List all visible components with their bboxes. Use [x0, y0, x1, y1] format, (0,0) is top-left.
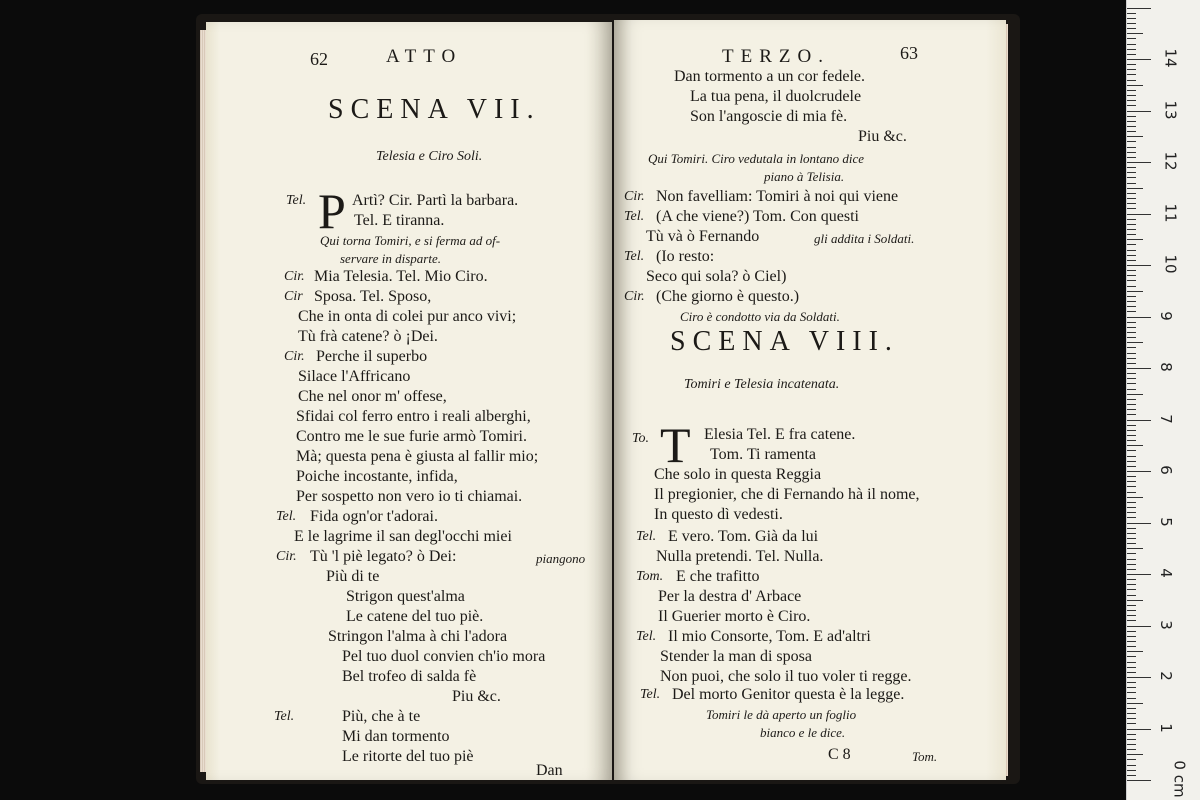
verse-line: Mà; questa pena è giusta al fallir mio;	[296, 448, 539, 465]
ruler-tick	[1127, 615, 1136, 616]
verse-line: Non puoi, che solo il tuo voler ti regge.	[660, 668, 912, 685]
ruler-tick	[1127, 672, 1136, 673]
ruler-tick	[1127, 311, 1136, 312]
ruler-tick	[1127, 744, 1136, 745]
ruler-tick	[1127, 162, 1151, 163]
ruler-tick	[1127, 533, 1136, 534]
verse-line: (Io resto:	[656, 248, 715, 265]
verse-line: Piu &c.	[452, 688, 501, 705]
stage-note-soldati: gli addita i Soldati.	[814, 231, 915, 246]
ruler-tick	[1127, 662, 1136, 663]
ruler-tick	[1127, 74, 1136, 75]
verse-line: Tù 'l piè legato? ò Dei:	[310, 548, 457, 565]
ruler-tick	[1127, 95, 1136, 96]
ruler-tick	[1127, 44, 1136, 45]
ruler-tick	[1127, 507, 1136, 508]
ruler-tick	[1127, 420, 1151, 421]
stage-direction: servare in disparte.	[340, 251, 441, 266]
ruler-label: 1	[1156, 722, 1175, 733]
verse-line: Sfidai col ferro entro i reali alberghi,	[296, 408, 531, 425]
ruler-tick	[1127, 111, 1151, 112]
ruler-tick	[1127, 394, 1143, 395]
ruler-tick	[1127, 574, 1151, 575]
ruler-label: 13	[1161, 99, 1180, 120]
ruler-tick	[1127, 203, 1136, 204]
ruler-tick	[1127, 296, 1136, 297]
ruler-tick	[1127, 141, 1136, 142]
signature-mark: C 8	[828, 746, 851, 763]
ruler-tick	[1127, 399, 1136, 400]
ruler-tick	[1127, 404, 1136, 405]
ruler-tick	[1127, 363, 1136, 364]
speaker: To.	[632, 431, 650, 446]
ruler-tick	[1127, 353, 1136, 354]
speaker: Tel.	[274, 709, 295, 724]
ruler-label: 14	[1161, 48, 1180, 68]
ruler-tick	[1127, 713, 1136, 714]
ruler-tick	[1127, 692, 1136, 693]
ruler-tick	[1127, 337, 1136, 338]
ruler-tick	[1127, 13, 1136, 14]
verse-line: Strigon quest'alma	[346, 588, 465, 605]
ruler-tick	[1127, 255, 1136, 256]
ruler-tick	[1127, 373, 1136, 374]
ruler-tick	[1127, 605, 1136, 606]
verse-line: (Che giorno è questo.)	[656, 288, 800, 305]
ruler-tick	[1127, 559, 1136, 560]
scene-characters-viii: Tomiri e Telesia incatenata.	[684, 377, 840, 392]
measurement-ruler	[1126, 0, 1200, 800]
ruler-tick	[1127, 656, 1136, 657]
ruler-tick	[1127, 512, 1136, 513]
stage-direction: Tomiri le dà aperto un foglio	[706, 707, 857, 722]
verse-line: Più di te	[326, 568, 380, 585]
speaker: Cir.	[284, 349, 305, 364]
ruler-label: 7	[1156, 413, 1175, 424]
speaker: Cir.	[624, 289, 645, 304]
verse-line: Non favelliam: Tomiri à noi qui viene	[656, 188, 899, 205]
ruler-tick	[1127, 214, 1151, 215]
ruler-tick	[1127, 250, 1136, 251]
ruler-tick	[1127, 497, 1143, 498]
page-number-right: 63	[900, 43, 918, 63]
ruler-tick	[1127, 368, 1151, 369]
verse-line: Son l'angoscie di mia fè.	[690, 108, 848, 125]
verse-line: Nulla pretendi. Tel. Nulla.	[656, 548, 824, 565]
ruler-tick	[1127, 445, 1143, 446]
ruler-tick	[1127, 59, 1151, 60]
verse-line: Mi dan tormento	[342, 728, 450, 745]
ruler-tick	[1127, 759, 1136, 760]
ruler-tick	[1127, 80, 1136, 81]
ruler-tick	[1127, 775, 1136, 776]
ruler-tick	[1127, 193, 1136, 194]
stage-direction: bianco e le dice.	[760, 725, 846, 740]
ruler-tick	[1127, 332, 1136, 333]
ruler-tick	[1127, 708, 1136, 709]
ruler-label: 11	[1161, 202, 1180, 223]
ruler-tick	[1127, 435, 1136, 436]
ruler-tick	[1127, 486, 1136, 487]
ruler-tick	[1127, 121, 1136, 122]
ruler-label: 4	[1156, 568, 1175, 578]
speaker: Tel.	[624, 249, 645, 264]
ruler-label: 10	[1161, 254, 1180, 274]
ruler-tick	[1127, 347, 1136, 348]
ruler-tick	[1127, 677, 1151, 678]
ruler-tick	[1127, 167, 1136, 168]
ruler-tick	[1127, 208, 1136, 209]
verse-line: Il mio Consorte, Tom. E ad'altri	[668, 628, 871, 645]
verse-line: E vero. Tom. Già da lui	[668, 528, 819, 545]
ruler-tick	[1127, 430, 1136, 431]
ruler-label: 12	[1161, 151, 1180, 171]
ruler-tick	[1127, 54, 1136, 55]
ruler-tick	[1127, 38, 1136, 39]
ruler-tick	[1127, 553, 1136, 554]
ruler-tick	[1127, 131, 1136, 132]
ruler-tick	[1127, 476, 1136, 477]
ruler-tick	[1127, 754, 1143, 755]
ruler-tick	[1127, 224, 1136, 225]
verse-line: Più, che à te	[342, 708, 421, 725]
ruler-tick	[1127, 626, 1151, 627]
ruler-tick	[1127, 265, 1151, 266]
verse-line: Le ritorte del tuo piè	[342, 748, 474, 765]
verse-line: (A che viene?) Tom. Con questi	[656, 208, 859, 225]
ruler-tick	[1127, 378, 1136, 379]
ruler-tick	[1127, 18, 1136, 19]
ruler-tick	[1127, 579, 1136, 580]
ruler-tick	[1127, 450, 1136, 451]
ruler-tick	[1127, 28, 1136, 29]
ruler-label: 0 cm	[1170, 760, 1189, 798]
ruler-tick	[1127, 306, 1136, 307]
speaker: Tom.	[636, 569, 664, 584]
ruler-tick	[1127, 595, 1136, 596]
verse-line: Pel tuo duol convien ch'io mora	[342, 648, 546, 665]
verse-line: Stender la man di sposa	[660, 648, 812, 665]
speaker: Cir.	[276, 549, 297, 564]
ruler-tick	[1127, 286, 1136, 287]
verse-line: Contro me le sue furie armò Tomiri.	[296, 428, 527, 445]
ruler-tick	[1127, 548, 1143, 549]
speaker: Tel.	[624, 209, 645, 224]
ruler-tick	[1127, 116, 1136, 117]
ruler-tick	[1127, 492, 1136, 493]
ruler-tick	[1127, 589, 1136, 590]
ruler-tick	[1127, 651, 1143, 652]
ruler-tick	[1127, 85, 1143, 86]
ruler-tick	[1127, 703, 1143, 704]
verse-line: Artì? Cir. Partì la barbara.	[352, 192, 519, 209]
ruler-label: 8	[1156, 362, 1175, 372]
ruler-tick	[1127, 188, 1143, 189]
ruler-tick	[1127, 425, 1136, 426]
scene-characters-vii: Telesia e Ciro Soli.	[376, 149, 483, 164]
ruler-tick	[1127, 49, 1136, 50]
verse-line: E che trafitto	[676, 568, 760, 585]
ruler-tick	[1127, 183, 1136, 184]
stage-direction: Qui Tomiri. Ciro vedutala in lontano dice	[648, 151, 865, 166]
scene-title-vii: SCENA VII.	[328, 94, 541, 125]
verse-line: Che solo in questa Reggia	[654, 466, 822, 483]
ruler-tick	[1127, 275, 1136, 276]
ruler-tick	[1127, 147, 1136, 148]
ruler-tick	[1127, 126, 1136, 127]
ruler-tick	[1127, 105, 1136, 106]
ruler-tick	[1127, 244, 1136, 245]
ruler-tick	[1127, 723, 1136, 724]
verse-line: Il pregionier, che di Fernando hà il nome,	[654, 486, 920, 503]
verse-line: Sposa. Tel. Sposo,	[314, 288, 432, 305]
ruler-tick	[1127, 8, 1151, 9]
verse-line: E le lagrime il san degl'occhi miei	[294, 528, 512, 545]
verse-line: Seco qui sola? ò Ciel)	[646, 268, 787, 285]
speaker: Tel.	[636, 529, 657, 544]
ruler-tick	[1127, 389, 1136, 390]
ruler-tick	[1127, 466, 1136, 467]
verse-line: Il Guerier morto è Ciro.	[658, 608, 811, 625]
ruler-tick	[1127, 260, 1136, 261]
ruler-tick	[1127, 734, 1136, 735]
ruler-label: 2	[1156, 671, 1175, 681]
verse-line: La tua pena, il duolcrudele	[690, 88, 862, 105]
ruler-tick	[1127, 564, 1136, 565]
ruler-tick	[1127, 383, 1136, 384]
verse-line: Del morto Genitor questa è la legge.	[672, 686, 905, 703]
ruler-tick	[1127, 667, 1136, 668]
ruler-tick	[1127, 471, 1151, 472]
ruler-tick	[1127, 414, 1136, 415]
ruler-tick	[1127, 502, 1136, 503]
ruler-tick	[1127, 157, 1136, 158]
ruler-tick	[1127, 440, 1136, 441]
catchword-right: Tom.	[912, 749, 938, 764]
ruler-tick	[1127, 270, 1136, 271]
ruler-label: 9	[1156, 310, 1175, 321]
ruler-label: 3	[1156, 619, 1175, 630]
ruler-tick	[1127, 687, 1136, 688]
verse-line: Perche il superbo	[316, 348, 428, 365]
ruler-tick	[1127, 600, 1143, 601]
ruler-tick	[1127, 69, 1136, 70]
ruler-tick	[1127, 765, 1136, 766]
ruler-tick	[1127, 631, 1136, 632]
ruler-tick	[1127, 739, 1136, 740]
ruler-tick	[1127, 90, 1136, 91]
drop-cap-p: P	[318, 183, 346, 239]
ruler-tick	[1127, 698, 1136, 699]
stage-direction: Ciro è condotto via da Soldati.	[680, 309, 840, 324]
speaker: Cir	[284, 289, 303, 304]
verse-line: Dan tormento a un cor fedele.	[674, 68, 866, 85]
ruler-tick	[1127, 239, 1143, 240]
ruler-tick	[1127, 342, 1143, 343]
ruler-tick	[1127, 358, 1136, 359]
speaker: Cir.	[624, 189, 645, 204]
verse-line: Bel trofeo di salda fè	[342, 668, 477, 685]
ruler-tick	[1127, 152, 1136, 153]
ruler-tick	[1127, 523, 1151, 524]
ruler-tick	[1127, 770, 1136, 771]
ruler-tick	[1127, 229, 1136, 230]
verse-line: Le catene del tuo piè.	[346, 608, 484, 625]
right-page	[614, 20, 1006, 780]
ruler-tick	[1127, 517, 1136, 518]
ruler-tick	[1127, 456, 1136, 457]
ruler-tick	[1127, 780, 1151, 781]
stage-direction: piano à Telisia.	[764, 169, 845, 184]
ruler-tick	[1127, 280, 1136, 281]
ruler-tick	[1127, 301, 1136, 302]
ruler-tick	[1127, 641, 1136, 642]
ruler-tick	[1127, 64, 1136, 65]
ruler-tick	[1127, 543, 1136, 544]
ruler-label: 6	[1156, 465, 1175, 475]
ruler-tick	[1127, 33, 1143, 34]
ruler-tick	[1127, 234, 1136, 235]
ruler-tick	[1127, 646, 1136, 647]
verse-line: Per la destra d' Arbace	[658, 588, 802, 605]
ruler-tick	[1127, 584, 1136, 585]
speaker: Tel.	[636, 629, 657, 644]
catchword-left: Dan	[536, 762, 563, 779]
ruler-tick	[1127, 317, 1151, 318]
verse-line: Tel. E tiranna.	[354, 212, 445, 229]
scene-title-viii: SCENA VIII.	[670, 326, 899, 357]
ruler-tick	[1127, 538, 1136, 539]
verse-line: Silace l'Affricano	[298, 368, 411, 385]
verse-line: Che in onta di colei pur anco vivi;	[298, 308, 517, 325]
verse-line: Stringon l'alma à chi l'adora	[328, 628, 508, 645]
ruler-tick	[1127, 177, 1136, 178]
ruler-tick	[1127, 620, 1136, 621]
ruler-tick	[1127, 610, 1136, 611]
ruler-tick	[1127, 172, 1136, 173]
ruler-tick	[1127, 569, 1136, 570]
verse-line: Fida ogn'or t'adorai.	[310, 508, 438, 525]
verse-line: Tù frà catene? ò ¡Dei.	[298, 328, 438, 345]
ruler-tick	[1127, 481, 1136, 482]
ruler-tick	[1127, 409, 1136, 410]
verse-line: Per sospetto non vero io ti chiamai.	[296, 488, 523, 505]
stage-direction: Qui torna Tomiri, e si ferma ad of-	[320, 233, 501, 248]
verse-line: Tù và ò Fernando	[646, 228, 760, 245]
ruler-tick	[1127, 729, 1151, 730]
running-head-left: ATTO	[386, 46, 463, 67]
ruler-tick	[1127, 322, 1136, 323]
drop-cap-t: T	[660, 417, 691, 473]
ruler-tick	[1127, 327, 1136, 328]
ruler-tick	[1127, 136, 1143, 137]
left-page	[206, 22, 612, 780]
speaker: Tel.	[276, 509, 297, 524]
speaker: Tel.	[640, 687, 661, 702]
stage-note-piangono: piangono	[536, 551, 586, 566]
ruler-tick	[1127, 461, 1136, 462]
ruler-tick	[1127, 528, 1136, 529]
verse-line: Che nel onor m' offese,	[298, 388, 447, 405]
ruler-tick	[1127, 198, 1136, 199]
ruler-tick	[1127, 23, 1136, 24]
ruler-tick	[1127, 749, 1136, 750]
ruler-tick	[1127, 636, 1136, 637]
verse-line: Elesia Tel. E fra catene.	[704, 426, 856, 443]
ruler-tick	[1127, 718, 1136, 719]
ruler-label: 5	[1156, 516, 1175, 527]
ruler-tick	[1127, 100, 1136, 101]
verse-line: Mia Telesia. Tel. Mio Ciro.	[314, 268, 488, 285]
ruler-tick	[1127, 682, 1136, 683]
verse-line: In questo dì vedesti.	[654, 506, 783, 523]
verse-line: Poiche incostante, infida,	[296, 468, 458, 485]
ruler-tick	[1127, 291, 1143, 292]
speaker: Cir.	[284, 269, 305, 284]
verse-line: Piu &c.	[858, 128, 907, 145]
verse-line: Tom. Ti ramenta	[710, 446, 816, 463]
page-number-left: 62	[310, 49, 328, 69]
speaker: Tel.	[286, 193, 307, 208]
ruler-tick	[1127, 219, 1136, 220]
running-head-right: TERZO.	[722, 46, 830, 67]
